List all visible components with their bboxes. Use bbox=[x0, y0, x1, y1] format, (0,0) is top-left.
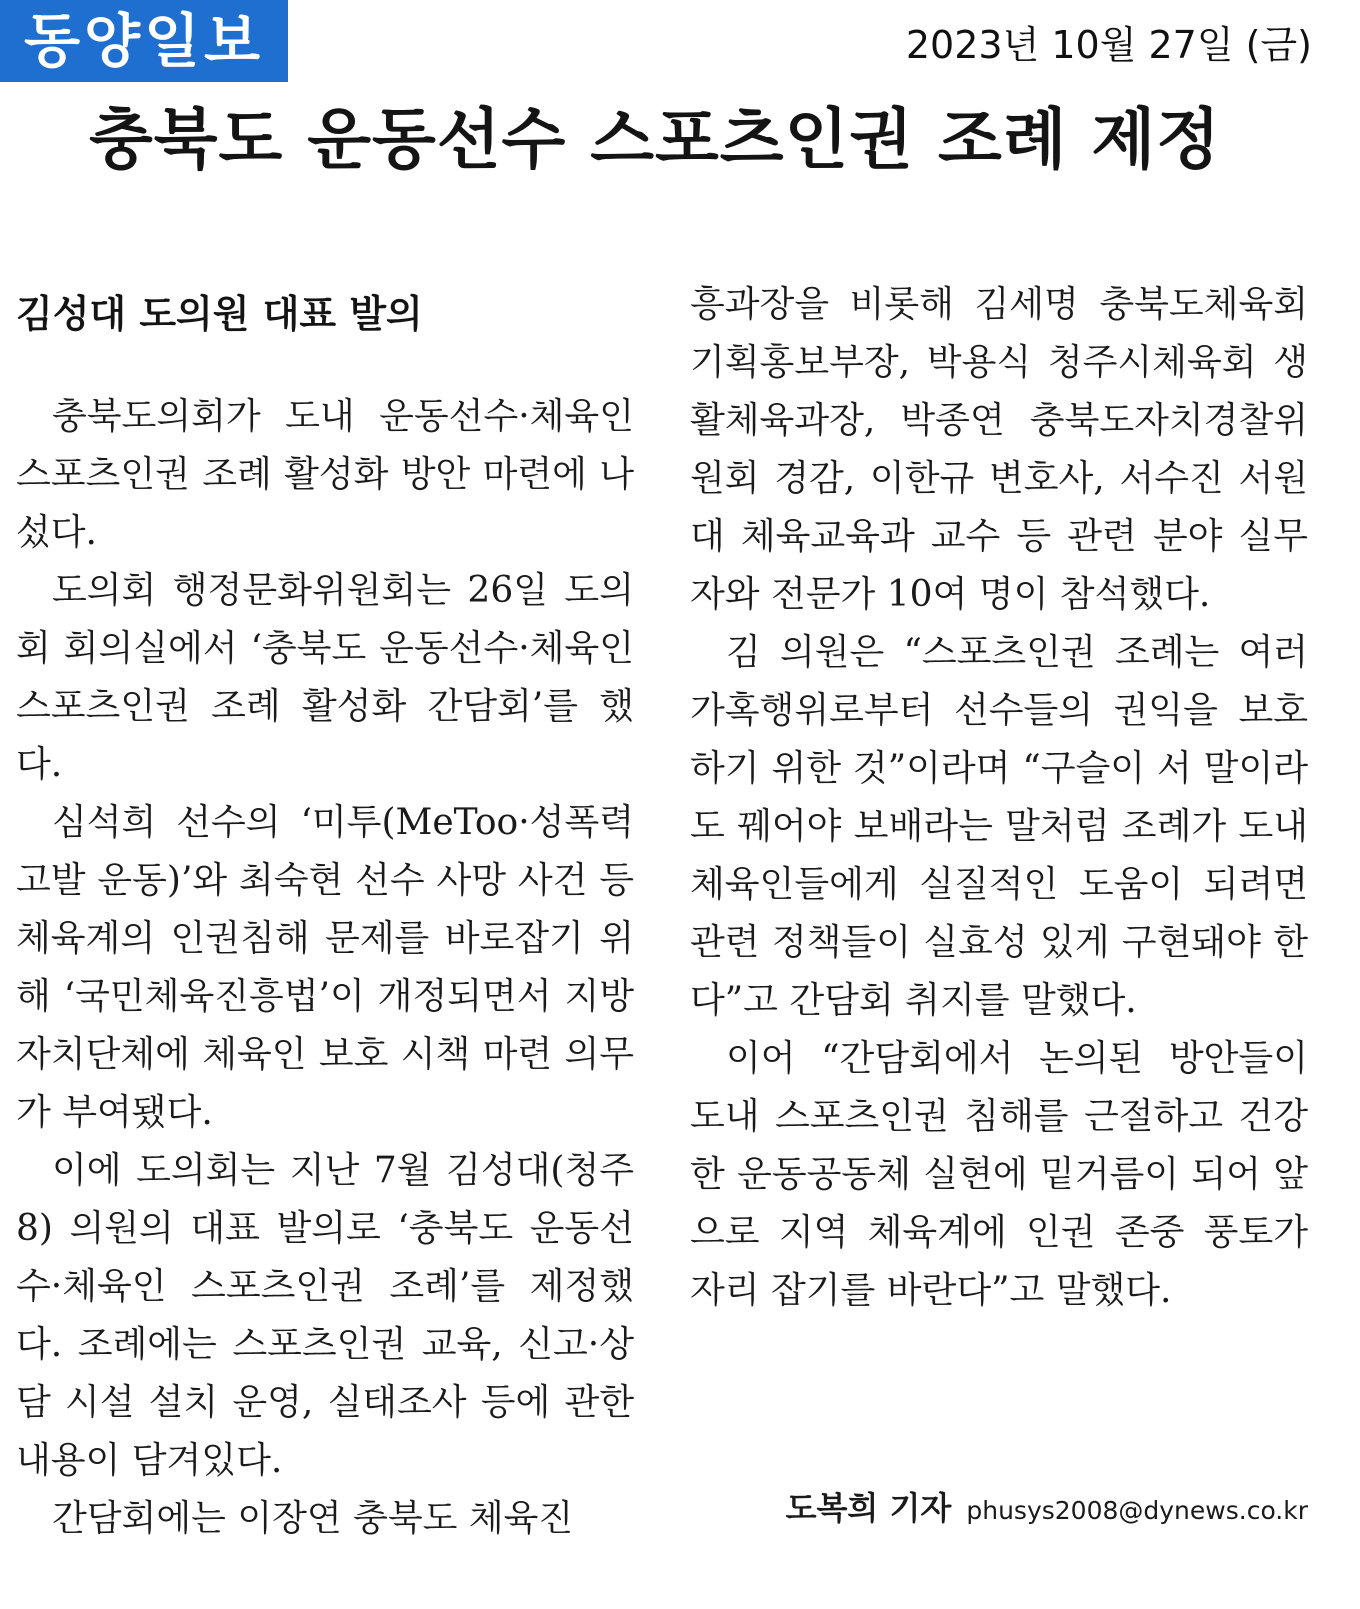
article-subheadline: 김성대 도의원 대표 발의 bbox=[16, 292, 423, 336]
reporter-name: 도복희 기자 bbox=[785, 1489, 952, 1527]
article-paragraph: 김 의원은 “스포츠인권 조례는 여러 가혹행위로부터 선수들의 권익을 보호하기 위한 것”이라며 “구슬이 서 말이라도 꿰어야 보배라는 말처럼 조례가 도내 체육인들에게 실질적인 도움이 되려면 관련 정책들이 실효성 있게 구현돼야 한다”고 간담회 취지를 말했다. bbox=[690, 632, 1308, 1021]
newspaper-name: 동양일보 bbox=[23, 7, 265, 75]
reporter-email: phusys2008@dynews.co.kr bbox=[966, 1496, 1308, 1525]
article-paragraph: 심석희 선수의 ‘미투(MeToo·성폭력 고발 운동)’와 최숙현 선수 사망 사건 등 체육계의 인권침해 문제를 바로잡기 위해 ‘국민체육진흥법’이 개정되면서 지방자치단체에 체육인 보호 시책 마련 의무가 부여됐다. bbox=[16, 802, 634, 1133]
article-paragraph: 간담회에는 이장연 충북도 체육진 bbox=[52, 1498, 574, 1539]
article-byline bbox=[785, 1489, 1308, 1527]
publication-date: 2023년 10월 27일 (금) bbox=[905, 23, 1312, 67]
article-paragraph: 이어 “간담회에서 논의된 방안들이 도내 스포츠인권 침해를 근절하고 건강한 운동공동체 실현에 밑거름이 되어 앞으로 지역 체육계에 인권 존중 풍토가 자리 잡기를 바란다”고 말했다. bbox=[690, 1038, 1308, 1311]
article-paragraph: 충북도의회가 도내 운동선수·체육인 스포츠인권 조례 활성화 방안 마련에 나섰다. bbox=[16, 396, 634, 553]
article-paragraph: 이에 도의회는 지난 7월 김성대(청주8) 의원의 대표 발의로 ‘충북도 운동선수·체육인 스포츠인권 조례’를 제정했다. 조례에는 스포츠인권 교육, 신고·상담 시설 설치 운영, 실태조사 등에 관한 내용이 담겨있다. bbox=[16, 1150, 634, 1481]
article-paragraph: 도의회 행정문화위원회는 26일 도의회 회의실에서 ‘충북도 운동선수·체육인 스포츠인권 조례 활성화 간담회’를 했다. bbox=[16, 570, 634, 785]
article-headline: 충북도 운동선수 스포츠인권 조례 제정 bbox=[88, 101, 1221, 178]
article-paragraph-continued: 흥과장을 비롯해 김세명 충북도체육회 기획홍보부장, 박용식 청주시체육회 생활체육과장, 박종연 충북도자치경찰위원회 경감, 이한규 변호사, 서수진 서원대 체육교육과 교수 등 관련 분야 실무자와 전문가 10여 명이 참석했다. bbox=[690, 284, 1308, 615]
newspaper-masthead bbox=[0, 0, 288, 82]
article-body-left-column bbox=[16, 388, 634, 1548]
article-body-right-column bbox=[690, 276, 1308, 1320]
